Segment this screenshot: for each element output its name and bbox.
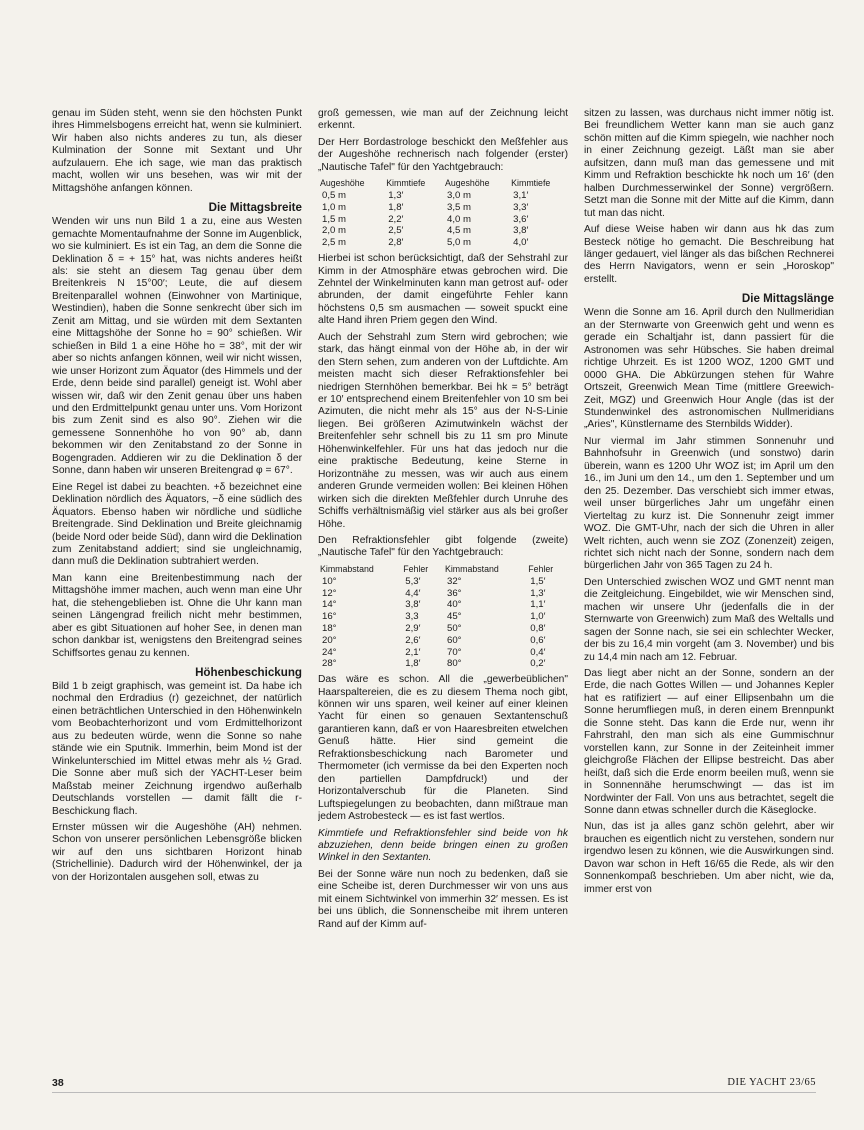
table-cell: 20°: [322, 634, 337, 646]
refraktion-row: [318, 623, 568, 635]
column-1: [52, 108, 302, 1068]
table-cell: 0,6′: [530, 634, 546, 646]
paragraph: Das wäre es schon. All die „gewerbeüblichen" Haarspaltereien, die es zu diesem Thema noch gibt, können wir uns sparen, weil keiner auf einer kleinen Yacht für einen so genauen Sextantenschuß garantieren kann, daß er von Haaresbreiten etwelchen Genuß hätte. Hier sind gemeint die Refraktionsbeschickung nach Barometer und Thermometer (ich vermisse da bei den Experten noch den partiellen Dampfdruck!) und der Horizontalverschub für die Planeten. Sind Luftspiegelungen zu beobachten, dann mißtraue man jedem Astrobesteck — es ist fast wertlos.: [318, 674, 568, 823]
refraktion-row: [318, 599, 568, 611]
table-cell: 3,0 m: [446, 190, 471, 202]
table-header: Augeshöhe: [444, 178, 490, 189]
paragraph-italic: [318, 828, 568, 865]
paragraph: Den Refraktionsfehler gibt folgende (zweite) „Nautische Tafel" für den Yachtgebrauch:: [318, 535, 568, 559]
table-cell: 28°: [322, 658, 337, 670]
refraktion-row: [318, 588, 568, 600]
table-cell: 40°: [446, 599, 462, 611]
paragraph: Hierbei ist schon berücksichtigt, daß der Sehstrahl zur Kimm in der Atmosphäre etwas gebrochen wird. Die Zehntel der Winkelminuten kann man getrost auf- oder abrunden, der damit eingeführte Fehler kann höchstens 0,5 sm ausmachen — soweit spuckt eine alte Hand ihren Priem gegen den Wind.: [318, 253, 568, 327]
table-cell: 1,5′: [530, 575, 546, 587]
table-cell: 0,8′: [530, 622, 546, 634]
table-cell: 14°: [322, 599, 337, 611]
table-cell: 0,4′: [530, 646, 546, 658]
refraktion-row: [318, 635, 568, 647]
table-cell: 3,5 m: [446, 201, 471, 213]
table-cell: 2,2′: [388, 213, 404, 225]
table-cell: 60°: [446, 634, 462, 646]
column-3: [584, 108, 834, 1068]
table-cell: 18°: [322, 622, 337, 634]
table-cell: 1,8′: [388, 201, 404, 213]
paragraph: Der Herr Bordastrologe beschickt den Meßfehler aus der Augeshöhe rechnerisch nach folgender (erster) „Nautische Tafel" für den Yachtgebrauch:: [318, 136, 568, 173]
table-cell: 3,8′: [405, 599, 421, 611]
table-cell: 1,0′: [530, 611, 546, 623]
paragraph: Man kann eine Breitenbestimmung nach der Mittagshöhe immer machen, auch wenn man eine Uhr hat, die stehengeblieben ist. Ohne die Uhr kann man seinen Längengrad freilich nicht mehr bestimmen, aber es gibt Situationen auf hoher See, in denen man schon dankbar ist, wenigstens den Breitengrad seines Schiffsortes genau zu kennen.: [52, 572, 302, 659]
table-cell: 3,8′: [513, 225, 529, 237]
table-cell: 32°: [446, 575, 462, 587]
table-cell: 2,5′: [388, 225, 404, 237]
refraktion-row: [318, 647, 568, 659]
table-cell: 1,3′: [388, 190, 404, 202]
section-heading-mittagslaenge: Die Mittagslänge: [741, 292, 834, 306]
refraktion-row: [318, 576, 568, 588]
table-cell: 4,4′: [405, 587, 421, 599]
paragraph: Auch der Sehstrahl zum Stern wird gebrochen; wie stark, das hängt einmal von der Höhe ab, in der wir den Stern sehen, zum anderen von der Luftdichte. Am meisten macht sich dieser Refraktionsfehler bei niedrigen Sternhöhen bemerkbar. Bei hk = 5° beträgt er 10′ entsprechend einem Breitenfehler von 10 sm bei Azimuten, die nicht mehr als 15° aus der N-S-Linie liegen. Bei größeren Azimutwinkeln wächst der Breitenfehler sehr schnell bis zu 11 sm pro Minute Höhenwinkelfehler. Für uns hat das jedoch nur die eine praktische Bedeutung, keine Sterne in Horizontnähe zu messen, was wir auch aus einem anderen Grunde vermeiden wollen: Bei kleinen Höhen wirken sich die direkten Meßfehler durch Unruhe des Schiffs verhältnismäßig viel stärker aus als bei großer Höhe.: [318, 331, 568, 530]
table-header: Kimmtiefe: [511, 178, 551, 189]
table-cell: 4,5 m: [446, 225, 471, 237]
table-cell: 2,8′: [388, 237, 404, 249]
column-2: [318, 108, 568, 1068]
kimmtiefe-row: [318, 237, 568, 249]
paragraph: Ernster müssen wir die Augeshöhe (AH) nehmen. Schon von unserer persönlichen Lebensgröße blicken wir auf den uns sichtbaren Horizont hinab (Strichellinie). Dadurch wird der Höhenwinkel, der ja von der Horizontalen ausgehen soll, etwas zu: [52, 822, 302, 883]
table-cell: 3,3: [405, 611, 419, 623]
kimmtiefe-row: [318, 225, 568, 237]
table-cell: 36°: [446, 587, 462, 599]
refraktion-row: [318, 611, 568, 623]
table-cell: 12°: [322, 587, 337, 599]
paragraph: Auf diese Weise haben wir dann aus hk das zum Besteck nötige ho gemacht. Die Beschreibung hat länger gedauert, viel länger als das bißchen Rechnerei des Herrn Navigators, wenn er sein „Horoskop" erstellt.: [584, 224, 834, 285]
refraktion-row: [318, 658, 568, 670]
table-cell: 3,6′: [513, 213, 529, 225]
magazine-issue: DIE YACHT 23/65: [727, 1077, 816, 1088]
table-cell: 0,5 m: [322, 190, 346, 202]
table-cell: 50°: [446, 622, 462, 634]
table-cell: 80°: [446, 658, 462, 670]
table-cell: 0,2′: [530, 658, 546, 670]
table-cell: 16°: [322, 611, 337, 623]
table-cell: 1,8′: [405, 658, 421, 670]
table-cell: 70°: [446, 646, 462, 658]
paragraph: sitzen zu lassen, was durchaus nicht immer nötig ist. Bei freundlichem Wetter kann man sie auch ganz schön mitten auf die Kimm spiegeln, wie nachher noch in einer Zeichnung gezeigt. Läßt man sie aber aufsitzen, dann muß man das gemessene und mit Kimm und Refraktion beschickte hk noch um 16′ (den halben Durchmesserwinkel der Sonne) vergrößern. Setzt man die Sonne mit der Mitte auf die Kimm, dann tut man das nicht.: [584, 108, 834, 219]
table-cell: 2,6′: [405, 634, 421, 646]
table-cell: 24°: [322, 646, 337, 658]
section-heading-mittagsbreite: Die Mittagsbreite: [208, 201, 302, 215]
table-cell: 2,9′: [405, 622, 421, 634]
paragraph: Nun, das ist ja alles ganz schön gelehrt, aber wir brauchen es eigentlich nicht zu verstehen, sondern nur irgendwo lesen zu können, wie die Auswirkungen sind. Davon war schon in Heft 16/65 die Rede, als wir den Sonnenkompaß beschrieben. Um aber nicht, wie da, immer erst von: [584, 821, 834, 895]
table-cell: 4,0 m: [446, 213, 471, 225]
paragraph: Nur viermal im Jahr stimmen Sonnenuhr und Bahnhofsuhr in Greenwich (und sonstwo) darin überein, wann es 1200 Uhr WOZ ist; im April um den 16., im Juni um den 14., um den 1. September und um den 25. Dezember. Das verschiebt sich immer etwas, weil unser bürgerliches Jahr um ungefähr einen Vierteltag zu kurz ist. Die Sonnenuhr zeigt immer WOZ. Die GMT-Uhr, nach der sich die Uhren in aller Welt richten, auch wenn sie ZOZ (Zonenzeit) zeigen, richtet sich nicht nach der Sonne, sondern nach dem bürgerlichen Jahr von 365 Tagen zu 24 h.: [584, 435, 834, 572]
table-cell: 3,1′: [513, 190, 529, 202]
kimmtiefe-table: [318, 178, 568, 249]
table-cell: 5,3′: [405, 575, 421, 587]
table-cell: 2,5 m: [322, 237, 346, 249]
italic-text: Kimmtiefe und Refraktionsfehler sind beide von hk abzuziehen, denn beide bringen einen zu großen Winkel in den Sextanten.: [318, 827, 568, 864]
paragraph: Wenn die Sonne am 16. April durch den Nullmeridian an der Sternwarte von Greenwich geht und wenn es gerade ein Schaltjahr ist, dann passiert für die Astronomen was sehr Hübsches. Sie haben dreimal richtige Uhrzeit. Es ist 1200 WOZ, 1200 GMT und 0000 GHA. Die Abkürzungen stehen für Wahre Ortszeit, Greenwich Mean Time (mittlere Greewich-Zeit, MGZ) und Greenwich Hour Angle (das ist der Stundenwinkel des astronomischen Nullmeridians „Aries", Künstlername des Sternbilds Widder).: [584, 307, 834, 431]
paragraph: Das liegt aber nicht an der Sonne, sondern an der Erde, die nach Gottes Willen — und Johannes Kepler hat es ratifiziert — auf einer Ellipsenbahn um die Sonne herumfliegen muß, in deren einem Brennpunkt die Sonne steht. Das kann die Erde nur, wenn ihr Fahrstrahl, den man sich als eine Gummischnur vorstellen kann, zur Sonne in der Zeiteinheit immer gleichgroße Flächen der Ellipse bestreicht. Das aber heißt, daß sich die Erde enorm beeilen muß, wenn sie in Sonnennähe herumschwingt — das ist im Nordwinter der Fall. Von uns aus betrachtet, segelt die Sonne dann etwas schneller durch die Käseglocke.: [584, 668, 834, 817]
kimmtiefe-row: [318, 202, 568, 214]
paragraph: Den Unterschied zwischen WOZ und GMT nennt man die Zeitgleichung. Eingebildet, wie wir Menschen sind, machen wir unsere Uhr (jedenfalls die in der Sternwarte von Greenwich) zum Maß des Weltalls und sagen der Sonne nach, sie sei ein schlechter Wecker, der bis zu 16,4 min vorgeht (am 3. November) und bis zu 14,4 min nach am 12. Februar.: [584, 576, 834, 663]
refraktion-table: [318, 564, 568, 670]
paragraph: Bild 1 b zeigt graphisch, was gemeint ist. Da habe ich nochmal den Erdradius (r) gezeichnet, der natürlich einen beträchtlichen Unterschied in den Höhenwinkeln vom Beobachterhorizont und vom Erdmittelhorizont aus zu bedeuten würde, wenn die Sonne so nahe stände wie ein Sputnik. Immerhin, beim Mond ist der Winkelunterschied im Mittel etwas mehr als ½ Grad. Die Sonne aber muß sich der YACHT-Leser beim Maßstab meiner Zeichnung irgendwo außerhalb Deutschlands vorstellen — damit fällt die r-Beschickung flach.: [52, 681, 302, 817]
paragraph: groß gemessen, wie man auf der Zeichnung leicht erkennt.: [318, 108, 568, 132]
table-header: Fehler: [528, 563, 554, 574]
paragraph: Bei der Sonne wäre nun noch zu bedenken, daß sie eine Scheibe ist, deren Durchmesser wir von uns aus mit einem Sichtwinkel von immerhin 32′ messen. Es ist bei uns üblich, die Sonnenscheibe mit ihrem unteren Rand auf der Kimm auf-: [318, 868, 568, 930]
table-header: Augeshöhe: [320, 178, 365, 189]
kimmtiefe-row: [318, 214, 568, 226]
table-cell: 2,0 m: [322, 225, 346, 237]
table-cell: 1,0 m: [322, 201, 346, 213]
table-header: Kimmabstand: [320, 563, 374, 574]
table-cell: 3,3′: [513, 201, 529, 213]
table-header: Kimmtiefe: [386, 178, 426, 189]
paragraph: genau im Süden steht, wenn sie den höchsten Punkt ihres Himmelsbogens erreicht hat, wenn sie kulminiert. Wir haben also nichts anderes zu tun, als dieser Kulmination der Sonne mit Sextant und Uhr aufzulauern. Ehe ich sage, wie man das praktisch macht, wollen wir uns besehen, was wir mit der Mittagshöhe anfangen können.: [52, 108, 302, 194]
paragraph: Eine Regel ist dabei zu beachten. +δ bezeichnet eine Deklination nördlich des Äquators, −δ eine südlich des Äquators. Ebenso haben wir nördliche und südliche Breitengrade. Sind Deklination und Breite gleichnamig (beide Nord oder beide Süd), dann wird die Deklination zum Zenitabstand addiert; sind sie ungleichnamig, dann muß die Deklination subtrahiert werden.: [52, 481, 302, 568]
table-cell: 1,5 m: [322, 213, 346, 225]
footer-rule: [52, 1092, 816, 1093]
table-cell: 2,1′: [405, 646, 421, 658]
kimmtiefe-row: [318, 190, 568, 202]
table-cell: 4,0′: [513, 237, 529, 249]
table-cell: 45°: [446, 611, 462, 623]
table-cell: 5,0 m: [446, 237, 471, 249]
paragraph: Wenden wir uns nun Bild 1 a zu, eine aus Westen gemachte Momentaufnahme der Sonne im Augenblick, wo sie kulminiert. Es ist ein Tag, an dem die Sonne die Deklination δ = + 15° hat, was nichts anderes heißt als: sie steht an diesem Tag genau über dem Breitenkreis N 15°00′; Leute, die auf diesem Breitenparallel wohnen (Einwohner von Martinique, Westindien), haben die Sonne senkrecht über sich im Zenit am Mittag, und sie würden mit dem Sextanten eine Mittagshöhe der Sonne ho = 90° schießen. Wir schießen in Bild 1 a eine Höhe ho = 38°, mit der wir aber so nichts anfangen können, weil wir nicht wissen, wie unser Horizont zum Äquator (des Himmels und der Erde, denn beide sind parallel) geneigt ist. Wohl aber wissen wir, daß wir den Zenit genau über uns haben und den Erdmittelpunkt genau unter uns. Vom Horizont bis zum Zenit sind es also 90°. Ziehen wir die gemessene Sonnenhöhe ho von 90° ab, dann bekommen wir den Zenitabstand zo der Sonne in Bogengraden. Addieren wir zu die Deklination δ der Sonne, dann haben wir unseren Breitengrad φ = 67°.: [52, 216, 302, 477]
table-header: Kimmabstand: [444, 563, 499, 574]
table-header: Fehler: [403, 563, 429, 574]
table-cell: 10°: [322, 575, 337, 587]
section-heading-hoehenbeschickung: Höhenbeschickung: [195, 666, 302, 680]
page-number: 38: [52, 1077, 64, 1089]
table-cell: 1,3′: [530, 587, 546, 599]
table-cell: 1,1′: [530, 599, 546, 611]
